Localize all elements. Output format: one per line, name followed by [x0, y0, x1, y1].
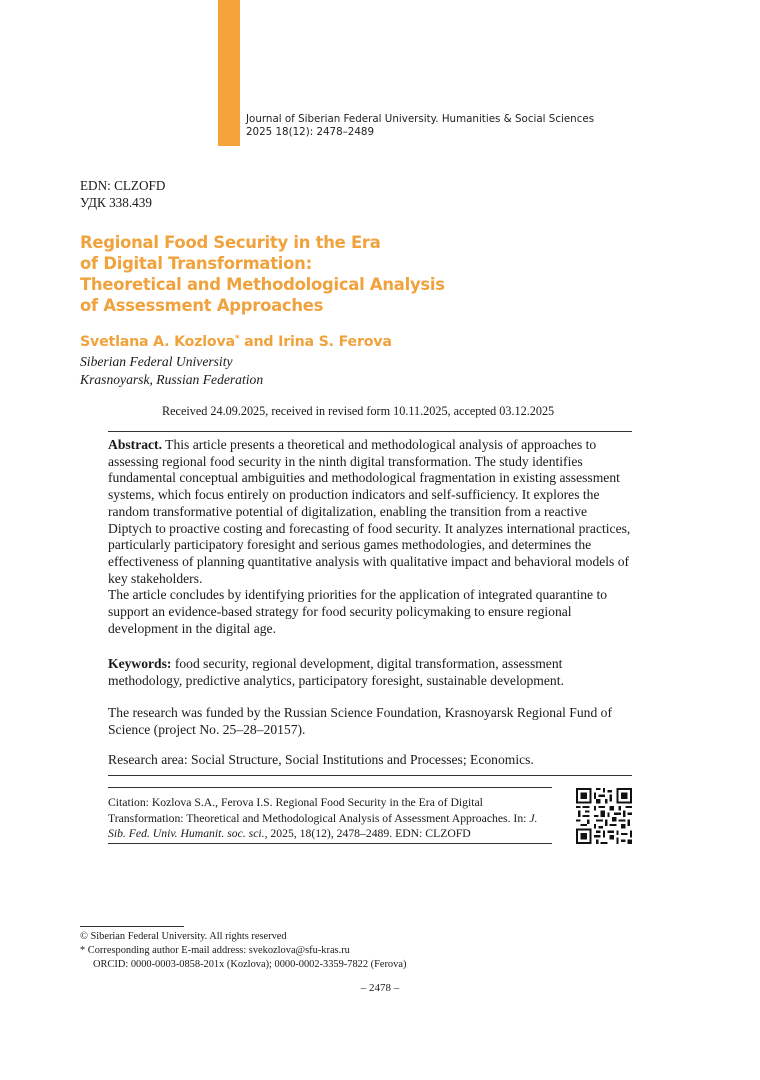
footnote-separator [80, 926, 184, 927]
affiliation-city: Krasnoyarsk, Russian Federation [80, 371, 264, 387]
edn-code: EDN: CLZOFD [80, 178, 166, 193]
authors-line [80, 334, 392, 350]
citation-top-rule [108, 775, 632, 776]
article-title [80, 232, 550, 316]
research-area: Research area: Social Structure, Social Institutions and Processes; Economics. [108, 752, 534, 767]
keywords-text: food security, regional development, digital transformation, assessment methodology, predictive analytics, participatory foresight, sustainable development. [108, 656, 564, 688]
citation-block [108, 795, 558, 842]
journal-volume: 2025 18(12): 2478–2489 [246, 126, 375, 138]
footnotes [80, 930, 406, 973]
abstract-top-rule [108, 431, 632, 432]
title-line: Regional Food Security in the Era [80, 233, 381, 252]
article-identifiers [80, 177, 165, 211]
citation-mid-rule [108, 787, 552, 788]
copyright-note: © Siberian Federal University. All rights reserved [80, 931, 287, 942]
received-dates: Received 24.09.2025, received in revised form 10.11.2025, accepted 03.12.2025 [162, 404, 555, 418]
corresponding-author-note: * Corresponding author E-mail address: svekozlova@sfu-kras.ru [80, 945, 350, 957]
title-line: of Digital Transformation: [80, 254, 312, 273]
corresponding-mark: * [234, 334, 240, 344]
journal-name: Journal of Siberian Federal University. Humanities & Social Sciences [246, 113, 595, 125]
abstract-paragraph-conclusion: The article concludes by identifying priorities for the application of integrated quarantine to support an evidence-based strategy for food security policymaking to ensure regional development in the digital age. [108, 587, 608, 636]
header-accent-bar [218, 0, 240, 146]
author-ferova: Irina S. Ferova [278, 334, 392, 350]
abstract-text: This article presents a theoretical and methodological analysis of approaches to assessing regional food security in the ninth digital transformation. The study identifies fundamental conceptual ambiguities and methodological fragmentation in existing assessment systems, which focus entirely on production indicators and self-sufficiency. It explores the random transformative potential of digitalization, enabling the transition from a reactive Diptych to proactive costing and forecasting of food security. It analyzes international practices, particularly participatory foresight and serious games methodologies, and determines the effectiveness of planning quantitative analysis with qualitative impact and behavioral models of key stakeholders. [108, 437, 631, 586]
orcid-note: ORCID: 0000-0003-0858-201x (Kozlova); 0000-0002-3359-7822 (Ferova) [93, 959, 407, 971]
journal-header [246, 113, 594, 139]
citation-bottom-rule [108, 843, 552, 844]
funding-statement: The research was funded by the Russian Science Foundation, Krasnoyarsk Regional Fund of Science (project No. 25–28–20157). [108, 705, 612, 737]
citation-text: Citation: Kozlova S.A., Ferova I.S. Regional Food Security in the Era of Digital Transformation: Theoretical and Methodological Analysis of Assessment Approaches. In: [108, 796, 530, 825]
citation-details: , 2025, 18(12), 2478–2489. EDN: CLZOFD [264, 827, 471, 841]
abstract-label: Abstract. [108, 437, 162, 452]
authors-conjunction: and [239, 334, 279, 350]
keywords-block [108, 655, 638, 689]
author-kozlova: Svetlana A. Kozlova [80, 334, 235, 350]
title-line: Theoretical and Methodological Analysis [80, 275, 445, 294]
keywords-label: Keywords: [108, 656, 172, 671]
title-line: of Assessment Approaches [80, 296, 324, 315]
page-number: – 2478 – [360, 982, 400, 994]
abstract-paragraph [108, 437, 632, 587]
affiliation-university: Siberian Federal University [80, 354, 233, 369]
affiliation [80, 353, 263, 388]
qr-code-icon [576, 788, 632, 844]
abstract-block [108, 437, 632, 637]
citation-journal: J. Sib. Fed. Univ. Humanit. soc. sci. [108, 811, 538, 841]
udk-code: УДК 338.439 [80, 195, 152, 210]
